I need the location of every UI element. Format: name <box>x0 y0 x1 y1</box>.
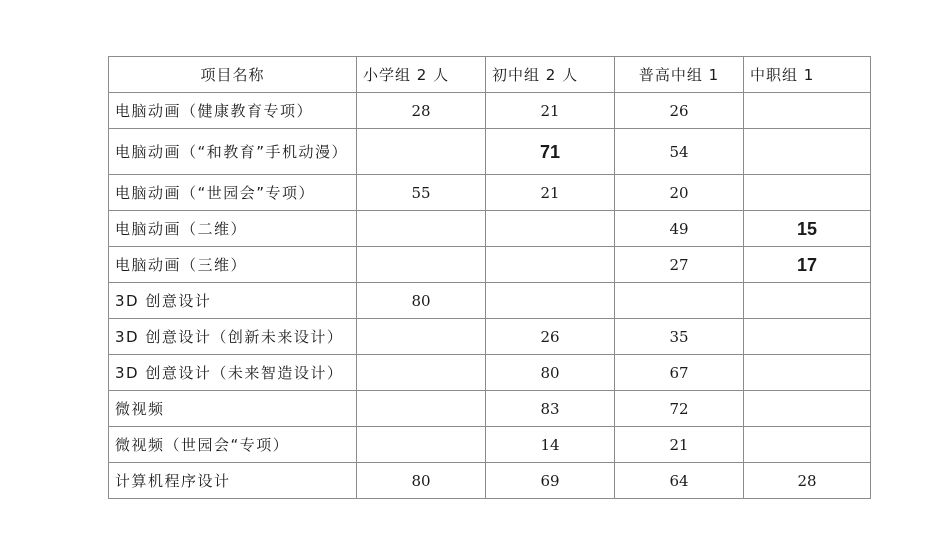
vocational-count-cell: 17 <box>744 247 871 283</box>
primary-count-cell <box>357 355 486 391</box>
entries-table <box>108 56 871 499</box>
primary-count-cell <box>357 247 486 283</box>
primary-count-cell <box>357 391 486 427</box>
header-vocational-group: 中职组 1 <box>744 57 871 93</box>
primary-count-cell: 55 <box>357 175 486 211</box>
vocational-count-cell <box>744 391 871 427</box>
senior-count-cell: 64 <box>615 463 744 499</box>
project-name-cell: 电脑动画（二维） <box>109 211 357 247</box>
project-name-cell: 3D 创意设计 <box>109 283 357 319</box>
table-row <box>109 463 871 499</box>
project-name-cell: 计算机程序设计 <box>109 463 357 499</box>
primary-count-cell <box>357 319 486 355</box>
table-row <box>109 247 871 283</box>
senior-count-cell: 26 <box>615 93 744 129</box>
senior-count-cell: 35 <box>615 319 744 355</box>
junior-count-cell: 21 <box>486 93 615 129</box>
table-row <box>109 427 871 463</box>
senior-count-cell: 49 <box>615 211 744 247</box>
senior-count-cell <box>615 283 744 319</box>
header-primary-group: 小学组 2 人 <box>357 57 486 93</box>
table-row <box>109 319 871 355</box>
project-name-cell: 电脑动画（“世园会”专项） <box>109 175 357 211</box>
table-row <box>109 355 871 391</box>
primary-count-cell: 80 <box>357 463 486 499</box>
junior-count-cell <box>486 247 615 283</box>
header-junior-group: 初中组 2 人 <box>486 57 615 93</box>
primary-count-cell: 28 <box>357 93 486 129</box>
project-name-cell: 3D 创意设计（创新未来设计） <box>109 319 357 355</box>
junior-count-cell: 14 <box>486 427 615 463</box>
project-name-cell: 电脑动画（“和教育”手机动漫） <box>109 129 357 175</box>
primary-count-cell: 80 <box>357 283 486 319</box>
project-name-cell: 微视频（世园会“专项） <box>109 427 357 463</box>
project-name-cell: 微视频 <box>109 391 357 427</box>
senior-count-cell: 54 <box>615 129 744 175</box>
senior-count-cell: 27 <box>615 247 744 283</box>
senior-count-cell: 67 <box>615 355 744 391</box>
table-row <box>109 283 871 319</box>
senior-count-cell: 21 <box>615 427 744 463</box>
junior-count-cell: 71 <box>486 129 615 175</box>
junior-count-cell: 21 <box>486 175 615 211</box>
vocational-count-cell <box>744 319 871 355</box>
table-row <box>109 211 871 247</box>
junior-count-cell: 80 <box>486 355 615 391</box>
vocational-count-cell <box>744 427 871 463</box>
vocational-count-cell <box>744 129 871 175</box>
primary-count-cell <box>357 129 486 175</box>
junior-count-cell: 26 <box>486 319 615 355</box>
project-name-cell: 电脑动画（三维） <box>109 247 357 283</box>
table-row <box>109 175 871 211</box>
vocational-count-cell <box>744 283 871 319</box>
junior-count-cell: 83 <box>486 391 615 427</box>
header-row <box>109 57 871 93</box>
senior-count-cell: 72 <box>615 391 744 427</box>
vocational-count-cell: 15 <box>744 211 871 247</box>
table-row <box>109 93 871 129</box>
senior-count-cell: 20 <box>615 175 744 211</box>
vocational-count-cell: 28 <box>744 463 871 499</box>
junior-count-cell: 69 <box>486 463 615 499</box>
header-senior-group: 普高中组 1 <box>615 57 744 93</box>
project-name-cell: 电脑动画（健康教育专项） <box>109 93 357 129</box>
primary-count-cell <box>357 427 486 463</box>
table-row <box>109 129 871 175</box>
vocational-count-cell <box>744 175 871 211</box>
junior-count-cell <box>486 283 615 319</box>
project-name-cell: 3D 创意设计（未来智造设计） <box>109 355 357 391</box>
primary-count-cell <box>357 211 486 247</box>
vocational-count-cell <box>744 355 871 391</box>
junior-count-cell <box>486 211 615 247</box>
header-project-name: 项目名称 <box>109 57 357 93</box>
vocational-count-cell <box>744 93 871 129</box>
table-row <box>109 391 871 427</box>
